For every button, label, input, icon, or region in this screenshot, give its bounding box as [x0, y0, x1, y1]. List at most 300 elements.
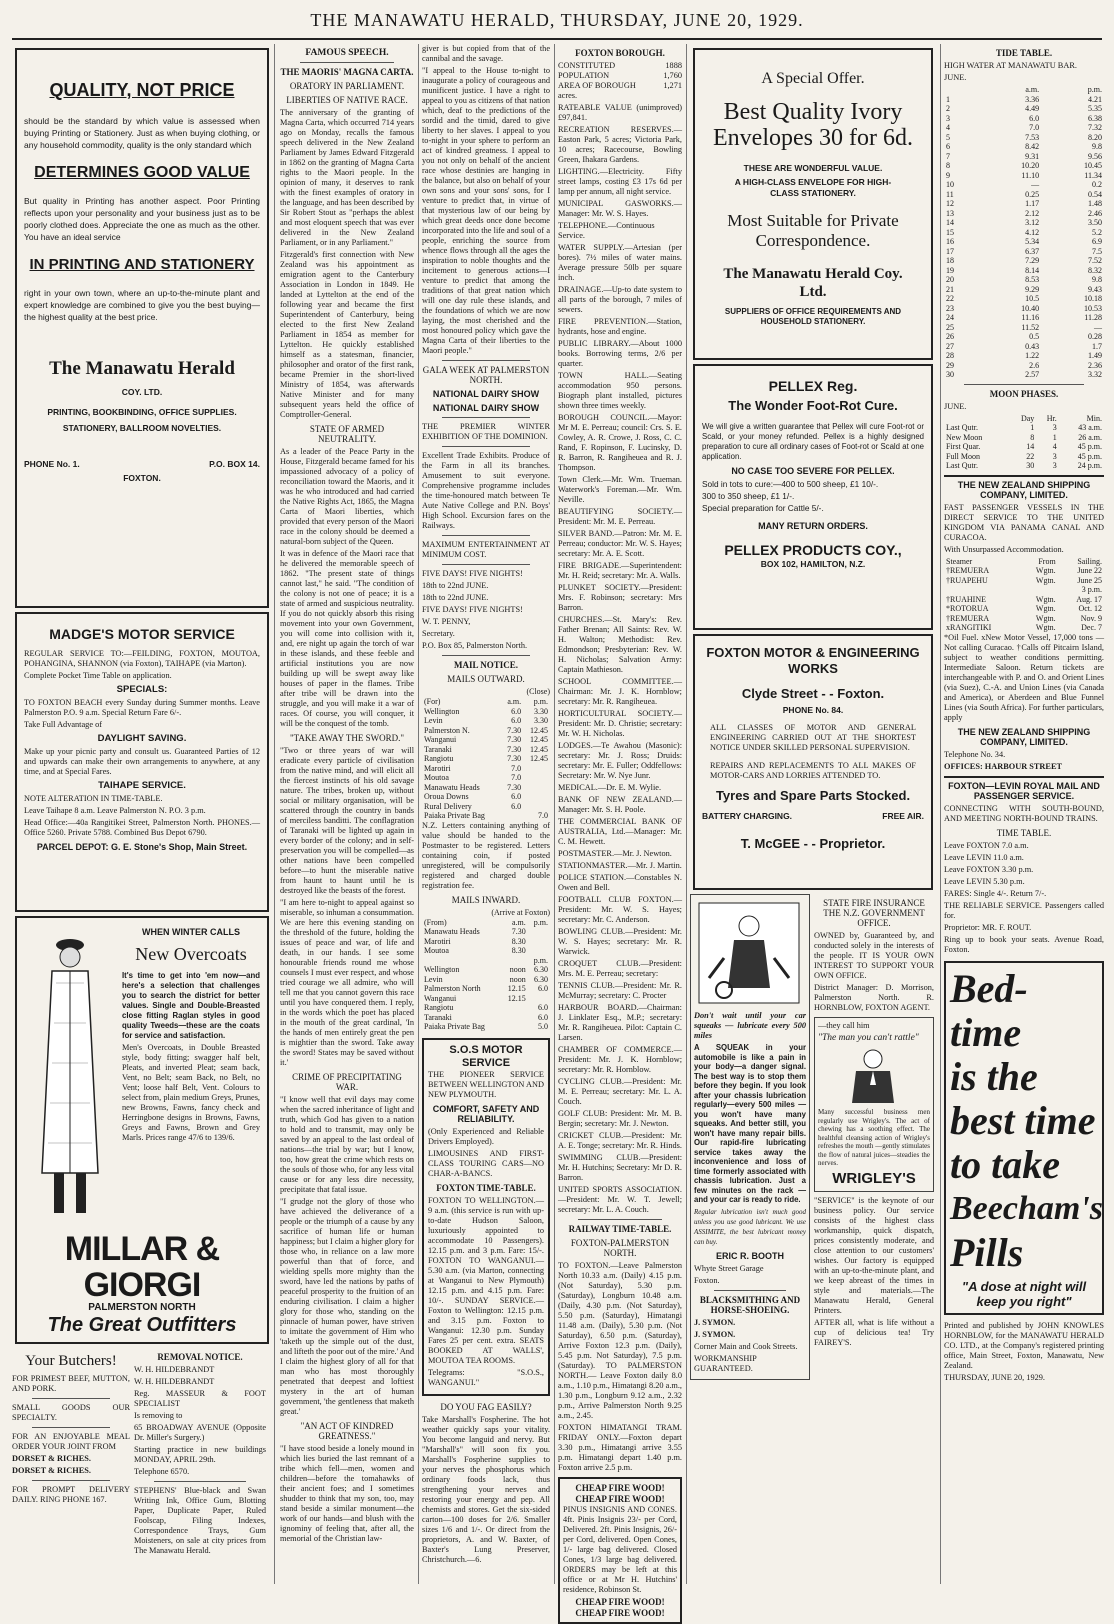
table-cell: 6.0 — [538, 1003, 548, 1012]
butchers-line: SMALL GOODS OUR SPECIALTY. — [12, 1403, 130, 1422]
table-cell: †RUAPEHU — [946, 575, 988, 585]
table-cell: †RUAHINE — [946, 594, 986, 604]
table-row — [422, 726, 550, 736]
table-cell: Oct. 12 — [1078, 604, 1102, 613]
table-cell: 45 p.m. — [1077, 442, 1102, 451]
table-row — [422, 792, 550, 802]
table-row — [422, 927, 550, 937]
works-proprietor: T. McGEE - - Proprietor. — [740, 836, 886, 851]
table-row — [422, 975, 550, 985]
table-cell: 10.45 — [1084, 161, 1102, 170]
borough-entry: WATER SUPPLY.—Artesian (per bores). 7½ miles of water mains. Average pressure 50lb per square inch. — [558, 243, 682, 282]
fire-insurance-body: OWNED by, Guaranteed by, and conducted solely in the interests of the people. IT IS YOUR OWN INTEREST TO SUPPORT YOUR OWN OFFICE. — [814, 931, 934, 980]
table-cell: 15 — [946, 227, 954, 237]
table-cell: Paiaka Private Bag — [424, 1022, 485, 1031]
article-subheading: CRIME OF PRECIPITATING WAR. — [292, 1072, 402, 1092]
table-cell: 27 — [946, 341, 954, 351]
foxton-levin-reliable: THE RELIABLE SERVICE. Passengers called for. — [944, 900, 1104, 920]
column-divider — [554, 44, 555, 1584]
table-cell: Levin — [424, 716, 443, 725]
table-cell — [501, 1003, 528, 1013]
sos-only: (Only Experienced and Reliable Drivers Employed). — [428, 1126, 544, 1146]
herald-coy: COY. LTD. — [121, 387, 163, 397]
borough-entry: TENNIS CLUB.—President: Mr. R. McMurray; secretary: C. Procter — [558, 981, 682, 1000]
table-cell: 7.0 — [511, 763, 522, 773]
borough-entry: POSTMASTER.—Mr. J. Newton. — [558, 849, 672, 858]
table-cell: 14 — [946, 218, 954, 227]
shipping-table — [944, 557, 1104, 633]
table-cell: Manawatu Heads — [424, 782, 480, 792]
table-cell: 12.15 — [507, 993, 526, 1003]
fag-heading: DO YOU FAG EASILY? — [440, 1401, 532, 1412]
show-dates: 18th to 22nd JUNE. — [422, 593, 489, 602]
firewood-heading: CHEAP FIRE WOOD! — [575, 1597, 665, 1607]
table-cell: 10.40 — [1021, 303, 1040, 313]
foxton-levin-heading: FOXTON—LEVIN ROYAL MAIL AND PASSENGER SERVICE. — [944, 776, 1104, 801]
borough-entries — [558, 103, 682, 1215]
beechams-line: to take — [950, 1141, 1060, 1187]
millar-giorgi-logo: MILLAR & GIORGI — [64, 1230, 220, 1304]
madge-taihape: TAIHAPE SERVICE. — [98, 780, 186, 791]
butchers-title: Your Butchers! — [25, 1353, 117, 1369]
borough-entry: LIGHTING.—Electricity. Fifty street lamps, costing £3 17s 6d per lamp per annum, all night service. — [558, 167, 682, 196]
borough-entry: CROQUET CLUB.—President: Mrs. M. E. Perreau; secretary: — [558, 959, 682, 978]
table-cell: Oroua Downs — [424, 792, 469, 801]
table-row — [422, 984, 550, 994]
table-cell: 11.10 — [1021, 170, 1040, 180]
table-row — [944, 266, 1104, 276]
works-free-air: FREE AIR. — [882, 811, 924, 821]
table-cell: 10.53 — [1084, 303, 1102, 313]
table-cell: Rural Delivery — [424, 801, 472, 811]
fire-insurance-manager: District Manager: D. Morrison, Palmerston North. R. HORNBLOW, FOXTON AGENT. — [814, 983, 934, 1012]
table-row — [944, 433, 1104, 443]
works-services — [702, 811, 924, 821]
table-row — [944, 180, 1104, 190]
madge-office: Head Office:—40a Rangitikei Street, Palmerston North. PHONES.—Office 5260. Private 5788. Combined Bus Depot 6790. — [24, 818, 260, 837]
table-row — [944, 442, 1104, 452]
lubrication-small: Regular lubrication isn't much good unless you use good lubricant. We use ASSIMITE, the best lubricant money can buy. — [694, 1207, 806, 1246]
table-row — [422, 994, 550, 1004]
table-cell: 6.0 — [538, 1012, 548, 1022]
madge-specials: SPECIALS: — [116, 684, 168, 695]
envelopes-ad — [693, 48, 933, 360]
table-cell: Last Qutr. — [946, 461, 978, 470]
table-cell: 0.28 — [1088, 332, 1102, 341]
table-cell: p.m. — [533, 955, 548, 965]
table-row — [422, 716, 550, 726]
table-row — [944, 294, 1104, 304]
table-row — [422, 937, 550, 947]
five-days: FIVE DAYS! FIVE NIGHTS! — [422, 605, 523, 614]
offer-wonder: THESE ARE WONDERFUL VALUE. — [743, 163, 883, 173]
borough-entry: TOWN HALL.—Seating accommodation 950 persons. Biograph plant installed, pictures shown three times weekly. — [558, 371, 682, 410]
table-cell: 45 p.m. — [1077, 451, 1102, 461]
table-cell: Dec. 7 — [1081, 623, 1102, 632]
table-cell: 12.15 — [507, 984, 526, 993]
table-cell: Last Qutr. — [946, 423, 978, 432]
lubrication-name: ERIC R. BOOTH — [715, 1250, 784, 1261]
table-header-cell: Sailing. — [1077, 556, 1102, 566]
table-row — [422, 754, 550, 764]
table-cell: 4.49 — [1025, 104, 1040, 113]
article-paragraph: "I appeal to the House to-night to inaugurate a policy of courageous and munificent justice. I have a right to appeal to you as citizens of that nation which, deaf to the predictions of the sordid and the timid, dared to give liberty to her slaves. I appeal to you to-night in your sphere to perform an act of kindred greatness. I appeal to you not only on behalf of the ancient race whose destinies are hanging in the balance, but also on behalf of your own sons and your sons' sons, for I venture to predict that, in virtue of that mysterious law of our being by which great deeds once done become incorporated into the life and soul of a people, enriching the source from whence flows through all the ages the inspiration to noble thoughts and the incitement to generous actions—I venture to predict that among the traditions of that great nation which will one day rule these islands, and the foundations of which we are now laying, the most cherished and the most honoured policy which gave the Magna Carta of their liberties to the Maori people." — [422, 66, 550, 355]
borough-entry: SCHOOL COMMITTEE.—Chairman: Mr. J. K. Hornblow; secretary: Mr. R. Rangiheuea. — [558, 677, 682, 706]
table-header-cell: From — [1038, 556, 1056, 566]
borough-entry: BANK OF NEW ZEALAND.—Manager: Mr. S. H. Poole. — [558, 795, 682, 814]
table-cell: 7.0 — [511, 773, 522, 782]
table-cell: 7 — [946, 151, 950, 161]
table-cell: Wgtn. — [1035, 594, 1056, 604]
table-cell: 7.30 — [511, 927, 526, 936]
offer-most: Most Suitable for Private Correspondence. — [727, 211, 899, 250]
herald-phone: PHONE No. 1. — [24, 459, 80, 469]
works-phone: PHONE No. 84. — [782, 705, 844, 715]
mails-outward-table — [422, 697, 550, 821]
tide-table — [944, 85, 1104, 380]
borough-entry: FOOTBALL CLUB FOXTON.—President: Mr. W. S. Hayes; secretary: Mr. C. Anderson. — [558, 895, 682, 924]
table-cell: June 22 — [1077, 566, 1102, 575]
table-cell: — — [1094, 322, 1102, 332]
borough-entry: POLICE STATION.—Constables N. Owen and Bell. — [558, 873, 682, 892]
table-cell: 23 — [946, 303, 954, 313]
dairy-show-heading: NATIONAL DAIRY SHOW — [432, 389, 540, 399]
firewood-heading: CHEAP FIRE WOOD! — [575, 1608, 665, 1618]
pellex-body: We will give a written guarantee that Pellex will cure Foot-rot or Scald, or your money refunded. Pellex is a highly designed preparation to cure all ordinary cases of Foot-rot or Scald at one application. — [702, 422, 924, 461]
table-cell: 4 — [1052, 442, 1057, 451]
table-cell: 26 a.m. — [1078, 432, 1102, 442]
table-cell: 4 — [946, 123, 950, 132]
borough-entry: PLUNKET SOCIETY.—President: Mrs. F. Robinson; secretary: Mrs Barron. — [558, 583, 682, 612]
borough-entry: FIRE BRIGADE.—Superintendent: Mr. H. Reid; secretary: Mr. A. Walls. — [558, 561, 682, 580]
table-row — [944, 361, 1104, 371]
article-paragraph: Fitzgerald's first connection with New Zealand was his appointment as emigration agent to the Canterbury Association in London in 1849. He landed at Lyttelton at the end of the following year and became the first Superintendent of Canterbury, being elected to the first New Zealand Parliament in 1854 as member for Lyttelton. He quickly established himself as a statesman, financier, philosopher and orator of the first rank, became Premier in the short-lived Ministry of 1854, was afterwards Native Minister and for many subsequent years held the office of Comptroller-General. — [280, 250, 414, 419]
borough-entry: Town Clerk.—Mr. Wm. Trueman. Waterwork's Foreman.—Mr. Wm. Neville. — [558, 475, 682, 504]
column-divider — [274, 44, 275, 1584]
borough-constituted — [558, 61, 682, 71]
table-cell: 9.31 — [1025, 151, 1040, 161]
sos-timetable: FOXTON TIME-TABLE. — [436, 1182, 536, 1193]
table-cell: 2 — [946, 104, 950, 113]
table-cell: 7.5 — [1092, 246, 1102, 256]
table-cell: 6.37 — [1025, 246, 1040, 256]
shipping-telephone: Telephone No. 34. — [944, 749, 1006, 759]
table-cell: New Moon — [946, 432, 983, 442]
table-cell: 14 — [1026, 442, 1035, 451]
table-cell: Wgtn. — [1035, 623, 1056, 632]
table-row — [944, 152, 1104, 162]
table-cell: †REMUERA — [946, 613, 990, 623]
madge-pocket: Complete Pocket Time Table on application. — [24, 671, 172, 680]
nz-letters-note: N.Z. Letters containing anything of value should be handed to the Postmaster to be registered. Letters containing coin, if posted unregistered, will be compulsorily registered and charged double registration fee. — [422, 820, 550, 890]
borough-label: CONSTITUTED — [558, 61, 616, 70]
table-row — [944, 614, 1104, 624]
timetable-row: Leave LEVIN 11.0 a.m. — [944, 852, 1024, 862]
table-cell: 7.32 — [1088, 123, 1102, 132]
borough-entry: STATIONMASTER.—Mr. J. Martin. — [558, 861, 682, 870]
table-row — [422, 956, 550, 966]
borough-entry: THE COMMERCIAL BANK OF AUSTRALIA, Ltd.—Manager: Mr. C. M. Hewett. — [558, 817, 682, 846]
butchers-name: DORSET & RICHES. — [12, 1454, 91, 1463]
pellex-tins-2: 300 to 350 sheep, £1 1/-. — [702, 491, 795, 501]
railway-subheading: FOXTON-PALMERSTON NORTH. — [570, 1238, 670, 1258]
table-cell: 11.34 — [1084, 170, 1102, 180]
works-battery: BATTERY CHARGING. — [702, 811, 793, 821]
table-cell: 3 — [1052, 451, 1057, 461]
mails-outward-heading: MAILS OUTWARD. — [447, 674, 525, 684]
imprint-date: THURSDAY, JUNE 20, 1929. — [944, 1372, 1045, 1382]
column-1 — [12, 44, 272, 1584]
table-header-cell — [944, 414, 1008, 424]
borough-label: POPULATION — [558, 71, 610, 80]
removal-tel: Telephone 6570. — [134, 1467, 190, 1476]
table-header-cell: (For) — [424, 697, 441, 706]
foxton-levin-ring: Ring up to book your seats. Avenue Road, Foxton. — [944, 934, 1104, 954]
table-header-cell: Steamer — [946, 556, 973, 566]
herald-name: The Manawatu Herald — [49, 358, 235, 379]
pellex-tins: Sold in tots to cure:—400 to 500 sheep, £1 10/-. — [702, 479, 879, 489]
table-cell — [523, 783, 550, 793]
madge-beach: TO FOXTON BEACH every Sunday during Summer months. Leave Palmerston P.O. 9 a.m. Special Return Fare 6/-. — [24, 698, 260, 717]
borough-area — [558, 81, 682, 91]
table-cell: Palmerston North — [424, 984, 481, 993]
removal-start: Starting practice in new buildings MONDAY, APRIL 29th. — [134, 1445, 266, 1464]
table-cell — [1021, 585, 1058, 595]
madge-title: MADGE'S MOTOR SERVICE — [49, 626, 235, 642]
table-cell: 26 — [946, 332, 954, 341]
beechams-line: Pills — [950, 1229, 1024, 1275]
works-repairs: REPAIRS AND REPLACEMENTS TO ALL MAKES OF MOTOR-CARS AND LORRIES ATTENDED TO. — [710, 761, 916, 780]
foxton-levin-timetable: TIME TABLE. — [996, 827, 1052, 838]
shipping-heading: THE NEW ZEALAND SHIPPING COMPANY, LIMITED. — [944, 475, 1104, 500]
table-cell: 18 — [946, 256, 954, 265]
pellex-ad — [693, 364, 933, 630]
table-cell: 8.14 — [1025, 265, 1040, 275]
table-cell: 1.17 — [1025, 199, 1040, 208]
borough-population — [558, 71, 682, 81]
table-cell: 8 — [1030, 432, 1035, 442]
fire-insurance-heading: STATE FIRE INSURANCE THE N.Z. GOVERNMENT OFFICE. — [823, 898, 925, 928]
madge-ad — [15, 612, 269, 912]
table-cell: 24 — [946, 313, 954, 322]
printing-heading: IN PRINTING AND STATIONERY — [29, 256, 255, 273]
railway-body: TO FOXTON.—Leave Palmerston North 10.33 a.m. (Daily) 4.15 p.m. (Not Saturday), 5.30 p.m. (Saturday), Longburn 10.48 a.m. (Daily, 4.30 p.m. (Not Saturday), 5.50 p.m. (Saturday), Himatangi 11.48 a.m. (Daily), 5.30 p.m. (Not Saturday), 6.50 p.m. (Saturday), Arrive Foxton 12.3 p.m. (Daily), 5.45 p.m. Not Saturday), 7.5 p.m. (Saturday). TO PALMERSTON NORTH.— Leave Foxton daily 8.0 a.m., 1.10 p.m., Himatangi 8.20 a.m., 1.30 p.m., Longburn 9.12 a.m., 2.32 p.m., Arrive Palmerston North 9.25 a.m., 2.45. — [558, 1261, 682, 1420]
exhibition-details: Excellent Trade Exhibits. Produce of the Farm in all its branches. Amusement to suit everyone. Comprehensive programme includes the time-honoured match between Te Aute Native College and P.N. Boys' High School. Excursion fares on the Railways. — [422, 451, 550, 530]
table-cell: Wgtn. — [1035, 604, 1056, 613]
penny-pobox: P.O. Box 85, Palmerston North. — [422, 641, 528, 650]
table-cell: Wanganui — [424, 993, 457, 1003]
firewood-heading: CHEAP FIRE WOOD! — [575, 1494, 665, 1504]
foxton-levin-proprietor: Proprietor: MR. F. ROUT. — [944, 922, 1032, 932]
article-subheading: "AN ACT OF KINDRED GREATNESS." — [300, 1421, 394, 1441]
table-row — [422, 764, 550, 774]
table-cell — [501, 1013, 528, 1023]
borough-entry: BOWLING CLUB.—President: Mr. W. S. Hayes; secretary: Mr. R. Warwick. — [558, 927, 682, 956]
moon-table — [944, 414, 1104, 471]
timetable-row: Leave FOXTON 7.0 a.m. — [944, 840, 1029, 850]
table-row — [944, 247, 1104, 257]
table-row — [944, 423, 1104, 433]
table-cell: 5 — [946, 132, 950, 142]
shipping-heading-2: THE NEW ZEALAND SHIPPING COMPANY, LIMITED. — [957, 726, 1091, 747]
table-cell: 19 — [946, 265, 954, 275]
table-cell: 10.20 — [1021, 161, 1040, 170]
mail-notice-heading: MAIL NOTICE. — [453, 660, 518, 670]
table-cell: Rangiotu — [424, 1003, 454, 1012]
table-cell: 1 — [1030, 423, 1035, 432]
borough-entry: TELEPHONE.—Continuous Service. — [558, 221, 655, 240]
table-cell: 7.29 — [1025, 256, 1040, 265]
table-cell: 8.42 — [1025, 142, 1040, 151]
table-cell: 6.0 — [511, 801, 522, 811]
table-cell: 29 — [946, 360, 954, 370]
table-cell: 5.2 — [1092, 227, 1102, 237]
butchers-line: FOR AN ENJOYABLE MEAL ORDER YOUR JOINT FROM — [12, 1432, 130, 1451]
butchers-line: FOR PRIMEST BEEF, MUTTON, AND PORK. — [12, 1374, 130, 1393]
smith-heading: BLACKSMITHING AND HORSE-SHOEING. — [699, 1294, 801, 1315]
table-cell: — — [1031, 180, 1040, 189]
table-cell: 7.0 — [538, 811, 548, 820]
tide-heading: TIDE TABLE. — [995, 48, 1053, 58]
borough-entry: GOLF CLUB: President: Mr. M. B. Bergin; secretary: Mr. J. Newton. — [558, 1109, 682, 1128]
smith-name: J. SYMON. — [694, 1329, 736, 1339]
table-cell: 8.20 — [1088, 132, 1102, 142]
madge-daylight: DAYLIGHT SAVING. — [97, 733, 187, 744]
five-days: FIVE DAYS! FIVE NIGHTS! — [422, 569, 523, 578]
moon-month: JUNE. — [944, 401, 967, 411]
table-cell: noon — [509, 974, 526, 984]
article-paragraph: It was in defence of the Maori race that he delivered the memorable speech of 1862. "The present state of things cannot last," he said. "The condition of the colony is not one of peace; it is a state of armed and suspicious neutrality. If you do not quickly absorb this rising movement into your own Government, you will come into collision with it, and, ere night up again the torch of war in these islands, and these feeble and artificial institutions you are now building up will be swept away like houses of paper in the flames. Tribe after tribe will be drawn into the struggle, and you will make it a war of races. Of course, you will conquer, it will be the conquest of the tomb. — [280, 549, 414, 728]
table-cell: 24 p.m. — [1077, 461, 1102, 470]
works-street: Clyde Street - - Foxton. — [741, 686, 885, 701]
madge-advantage: Take Full Advantage of — [24, 720, 102, 729]
table-row — [944, 142, 1104, 152]
table-cell: 20 — [946, 275, 954, 284]
herald-services-2: STATIONERY, BALLROOM NOVELTIES. — [62, 423, 222, 433]
beechams-tagline: "A dose at night will keep you right" — [961, 1278, 1087, 1309]
table-cell: 0.43 — [1025, 341, 1040, 351]
table-header-cell: a.m. — [512, 917, 526, 927]
table-cell: 8.53 — [1025, 275, 1040, 284]
borough-entry: RECREATION RESERVES.—Easton Park, 5 acres; Victoria Park, 10 acres; Racecourse, Bowling Green, Ihakara Gardens. — [558, 125, 682, 164]
pellex-subtitle: The Wonder Foot-Rot Cure. — [728, 398, 898, 413]
table-cell: Aug. 17 — [1076, 594, 1102, 604]
table-row — [422, 773, 550, 783]
overcoats-ad — [15, 916, 269, 1344]
overcoats-title: New Overcoats — [135, 944, 247, 964]
table-cell: Palmerston N. — [424, 725, 470, 735]
firewood-ad — [558, 1477, 682, 1624]
table-cell: 21 — [946, 284, 954, 294]
table-cell: 6.0 — [511, 792, 522, 801]
pellex-company: PELLEX PRODUCTS COY., — [724, 542, 902, 558]
borough-entry: PUBLIC LIBRARY.—About 1000 books. Borrowing terms, 2/6 per quarter. — [558, 339, 682, 368]
mechanic-illustration — [694, 898, 804, 1008]
faireys-tea-ad: AFTER all, what is life without a cup of delicious tea! Try FAIREY'S. — [814, 1317, 934, 1347]
table-cell — [523, 773, 550, 783]
table-row — [944, 209, 1104, 219]
mails-close-label: (Close) — [526, 687, 550, 696]
lubrication-town: Foxton. — [694, 1275, 720, 1285]
famous-speech-heading: FAMOUS SPEECH. — [305, 48, 389, 58]
table-cell: 9.56 — [1088, 151, 1102, 161]
table-header-cell: Day — [1020, 413, 1035, 423]
borough-entry: SILVER BAND.—Patron: Mr. M. E. Perreau; conductor: Mr. W. S. Hayes; secretary: Mr. A. E. Scott. — [558, 529, 682, 558]
table-cell: 10.5 — [1025, 294, 1040, 303]
table-cell: 3.30 — [534, 716, 548, 725]
max-entertainment: MAXIMUM ENTERTAINMENT AT MINIMUM COST. — [422, 540, 550, 559]
herald-town: FOXTON. — [123, 473, 161, 483]
table-cell: 5.0 — [538, 1022, 548, 1031]
table-row — [944, 585, 1104, 595]
column-divider — [418, 44, 419, 1584]
table-cell: 0.25 — [1025, 189, 1040, 199]
table-row — [944, 461, 1104, 471]
tide-subheading: HIGH WATER AT MANAWATU BAR. — [944, 61, 1077, 70]
offer-suppliers: SUPPLIERS OF OFFICE REQUIREMENTS AND HOUSEHOLD STATIONERY. — [724, 307, 902, 326]
column-3 — [422, 44, 550, 1584]
table-cell: 2.36 — [1088, 360, 1102, 370]
table-cell: 3 p.m. — [1081, 585, 1102, 594]
table-row — [944, 351, 1104, 361]
table-cell: 3.30 — [534, 706, 548, 716]
foxton-levin-connect: CONNECTING WITH SOUTH-BOUND, AND MEETING NORTH-BOUND TRAINS. — [944, 803, 1104, 823]
sos-comfort: COMFORT, SAFETY AND RELIABILITY. — [432, 1103, 540, 1124]
table-cell: 30 — [1026, 461, 1035, 470]
removal-title: REMOVAL NOTICE. — [157, 1352, 243, 1362]
table-cell: 6.9 — [1092, 237, 1102, 246]
shipping-offices: OFFICES: HARBOUR STREET — [944, 761, 1063, 771]
table-cell — [528, 927, 550, 937]
borough-value: 1,271 — [663, 81, 682, 90]
table-row — [944, 218, 1104, 228]
table-cell: 0.2 — [1092, 180, 1102, 189]
table-cell: Wanganui — [424, 735, 457, 744]
table-cell: 8.32 — [1088, 265, 1102, 275]
article-subheading: "TAKE AWAY THE SWORD." — [289, 733, 405, 743]
table-cell: 10 — [946, 180, 954, 189]
table-cell: 8 — [946, 161, 950, 170]
foxton-borough-heading: FOXTON BOROUGH. — [575, 48, 665, 58]
borough-value: 1888 — [665, 61, 682, 70]
table-row — [422, 965, 550, 975]
table-cell: 6.0 — [511, 706, 522, 716]
table-cell: 7.30 — [507, 735, 522, 744]
table-cell: 0.54 — [1088, 189, 1102, 199]
lubrication-body: A SQUEAK in your automobile is like a pain in your body—a danger signal. The best way is to stop them before they begin. If you look after your chassis lubrication regularly—every 500 miles — you won't have many squeaks. And better still, you won't have many repair bills. Our rapid-fire lubricating service takes away the inconvenience and loss of time formerly associated with chassis lubrication. Just a few minutes on the rack —and your car is ready to ride. — [694, 1043, 806, 1204]
table-cell: †REMUERA — [946, 566, 990, 575]
article-subheading: ORATORY IN PARLIAMENT. — [289, 81, 405, 91]
table-cell: 7.53 — [1025, 132, 1040, 142]
madge-picnic: Make up your picnic party and consult us. Guaranteed Parties of 12 and upwards can make their own arrangements to anywhere, at any time, and at Special Fares. — [24, 747, 260, 776]
tram-notice: FOXTON HIMATANGI TRAM. FRIDAY ONLY.—Foxton depart 3.30 p.m., Himatangi arrive 3.55 p.m. Himatangi depart 1.40 p.m. Foxton arrive 2.5 p.m. — [558, 1423, 682, 1472]
beechams-line: best time — [950, 1097, 1096, 1143]
borough-acres: acres. — [558, 91, 578, 100]
borough-entry: BEAUTIFYING SOCIETY.—President: Mr. M. E. Perreau. — [558, 507, 682, 526]
table-cell: 1 — [1052, 432, 1057, 442]
works-tyres: Tyres and Spare Parts Stocked. — [715, 788, 911, 803]
column-5 — [690, 44, 936, 1584]
table-cell: 3 — [1052, 461, 1057, 470]
table-cell: Wellington — [424, 706, 460, 716]
table-row — [944, 114, 1104, 124]
table-row — [944, 342, 1104, 352]
table-cell: noon — [509, 965, 526, 974]
table-cell: 11 — [946, 189, 954, 199]
table-cell: 4.12 — [1025, 227, 1040, 237]
table-header-cell: Hr. — [1046, 413, 1057, 423]
service-notice: "SERVICE" is the keynote of our business policy. Our service consists of the highest class workmanship, quick dispatch, prices consistently moderate, and close attention to our customers' wishes. Our factory is equipped with an up-to-the-minute plant, and we keep abreast of the times in style and materials.—The Manawatu Herald, General Printers. — [814, 1195, 934, 1315]
